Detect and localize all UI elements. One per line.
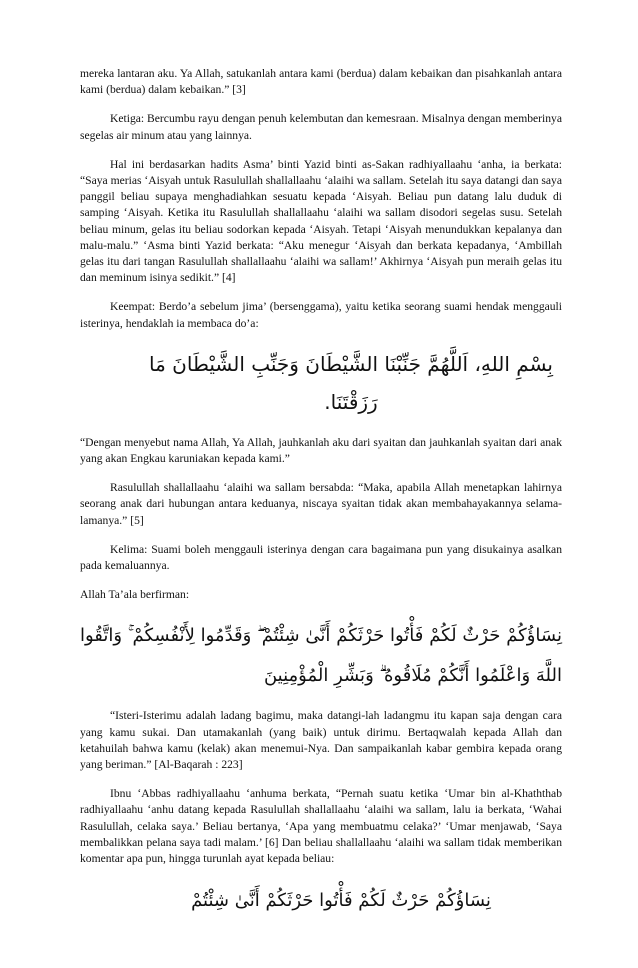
arabic-ayat-223: نِسَاؤُكُمْ حَرْثٌ لَكُمْ فَأْتُوا حَرْثَكُمْ أَنَّىٰ شِئْتُمْ ۖ وَقَدِّمُوا لِأَنْفُسِكُمْ ۚ وَاتَّقُوا اللَّهَ وَاعْلَمُوا أَنَّكُمْ مُلَاقُوهُ ۗ وَبَشِّرِ الْمُؤْمِنِينَ xyxy=(80,625,562,687)
paragraph-ayat-translation: “Isteri-Isterimu adalah ladang bagimu, maka datangi-lah ladangmu itu kapan saja dengan cara yang kamu sukai. Dan utamakanlah (yang baik) untuk dirimu. Bertaqwalah kepada Allah dan ketahuilah bahwa kamu (kelak) akan menemui-Nya. Dan sampaikanlah kabar gembira kepada orang yang beriman.” [Al-Baqarah : 223] xyxy=(80,709,562,772)
arabic-doa: بِسْمِ اللهِ، اَللَّهُمَّ جَنِّبْنَا الشَّيْطَانَ وَجَنِّبِ الشَّيْطَانَ مَا رَزَقْتَنَا. xyxy=(149,351,553,414)
paragraph-hadits-asma: Hal ini berdasarkan hadits Asma’ binti Yazid binti as-Sakan radhiyallaahu ‘anha, ia berkata: “Saya merias ‘Aisyah untuk Rasulullah shallallaahu ‘alaihi wa sallam. Setelah itu saya datangi dan saya panggil beliau supaya menghadiahkan sesuatu kepada ‘Aisyah. Beliau pun datang lalu duduk di samping ‘Aisyah. Ketika itu Rasulullah shallallaahu ‘alaihi wa sallam disodori segelas susu. Setelah beliau minum, gelas itu beliau sodorkan kepada ‘Aisyah. Tetapi ‘Aisyah menundukkan kepalanya dan malu-malu.” ‘Asma binti Yazid berkata: “Aku menegur ‘Aisyah dan berkata kepadanya, ‘Ambillah gelas itu dari tangan Rasulullah shallallaahu ‘alaihi wa sallam!’ Akhirnya ‘Aisyah pun meraih gelas itu dan meminum isinya sedikit.” [4] xyxy=(80,157,562,285)
paragraph-kelima: Kelima: Suami boleh menggauli isterinya dengan cara bagaimana pun yang disukainya asalkan pada kemaluannya. xyxy=(80,542,562,573)
paragraph-doa-translation: “Dengan menyebut nama Allah, Ya Allah, jauhkanlah aku dari syaitan dan jauhkanlah syaitan dari anak yang akan Engkau karuniakan kepada kami.” xyxy=(80,435,562,466)
paragraph-keempat: Keempat: Berdo’a sebelum jima’ (bersenggama), yaitu ketika seorang suami hendak menggauli isterinya, hendaklah ia membaca do’a: xyxy=(80,300,562,330)
paragraph-allah-berfirman: Allah Ta’ala berfirman: xyxy=(80,588,190,602)
paragraph-1: mereka lantaran aku. Ya Allah, satukanlah antara kami (berdua) dalam kebaikan dan pisahkanlah antara kami (berdua) dalam kebaikan.” [3] xyxy=(80,67,562,97)
document-page xyxy=(80,66,562,935)
paragraph-ketiga: Ketiga: Bercumbu rayu dengan penuh kelembutan dan kemesraan. Misalnya dengan memberinya segelas air minum atau yang lainnya. xyxy=(80,112,562,142)
paragraph-ibnu-abbas: Ibnu ‘Abbas radhiyallaahu ‘anhuma berkata, “Pernah suatu ketika ‘Umar bin al-Khaththab radhiyallaahu ‘anhu datang kepada Rasulullah shallallaahu ‘alaihi wa sallam, lalu ia berkata, ‘Wahai Rasulullah, celaka saya.’ Beliau bertanya, ‘Apa yang membuatmu celaka?’ ‘Umar menjawab, ‘Saya membalikkan pelana saya tadi malam.’ [6] Dan beliau shallallaahu ‘alaihi wa sallam tidak memberikan komentar apa pun, hingga turunlah ayat kepada beliau: xyxy=(80,787,562,866)
arabic-ayat-excerpt: نِسَاؤُكُمْ حَرْثٌ لَكُمْ فَأْتُوا حَرْثَكُمْ أَنَّىٰ شِئْتُمْ xyxy=(191,890,491,912)
paragraph-rasulullah-bersabda: Rasulullah shallallaahu ‘alaihi wa sallam bersabda: “Maka, apabila Allah menetapkan lahirnya seorang anak dari hubungan antara keduanya, niscaya syaitan tidak akan membahayakannya selama-lamanya.” [5] xyxy=(80,481,562,527)
